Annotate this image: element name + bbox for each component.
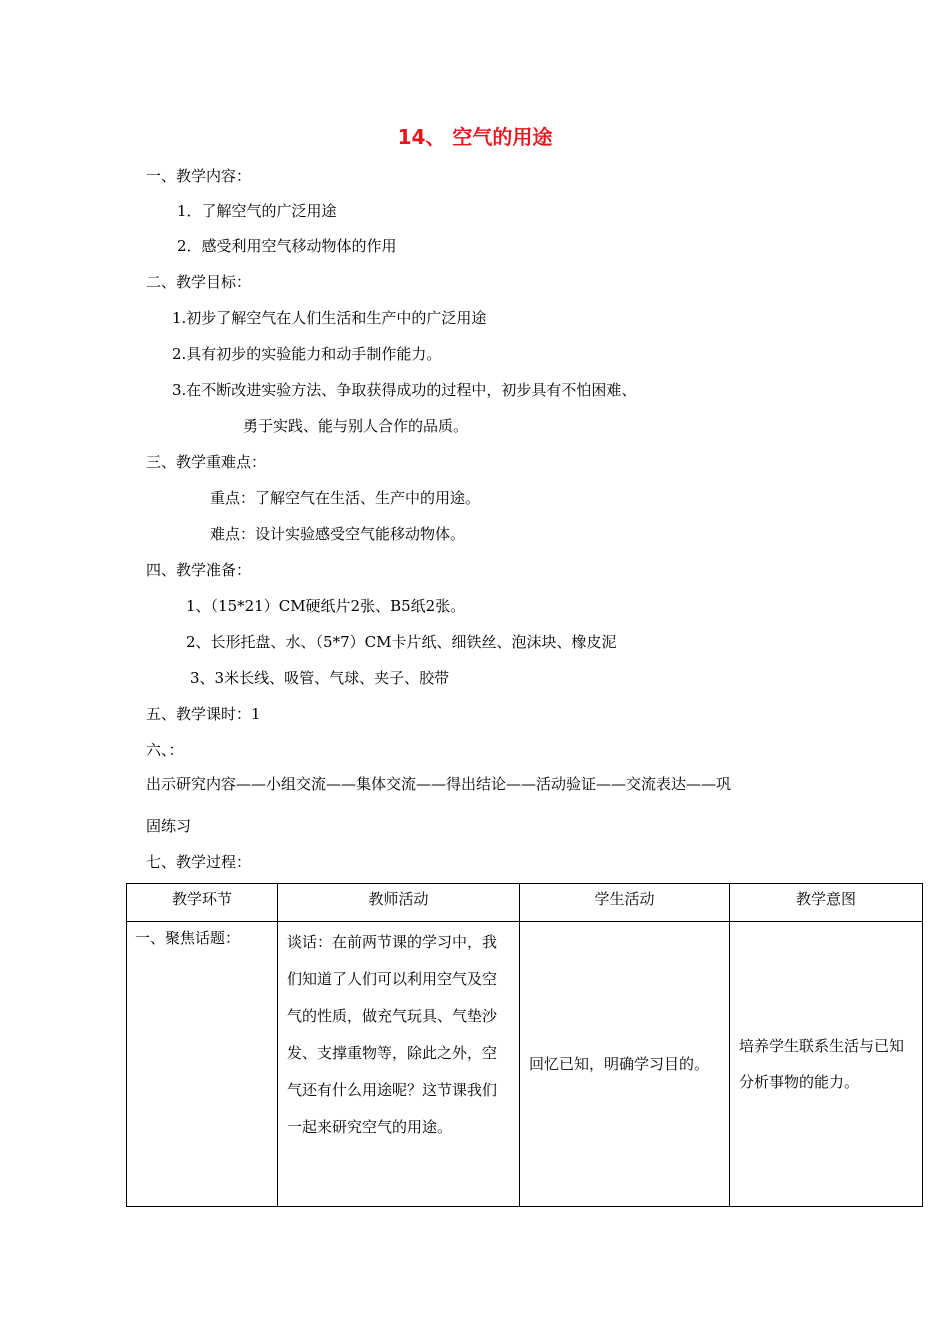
section-heading-periods: 五、教学课时：1 bbox=[146, 705, 261, 723]
preparation-item: 3、3米长线、吸管、气球、夹子、胶带 bbox=[190, 669, 450, 687]
content-item: 2．感受利用空气移动物体的作用 bbox=[177, 237, 397, 255]
section-heading-goals: 二、教学目标： bbox=[146, 273, 252, 291]
key-point-item: 重点：了解空气在生活、生产中的用途。 bbox=[210, 489, 481, 507]
header-cell-stage: 教学环节 bbox=[127, 884, 278, 922]
teaching-flow-line: 固练习 bbox=[146, 817, 192, 835]
content-item: 1．了解空气的广泛用途 bbox=[177, 202, 337, 220]
difficulty-item: 难点：设计实验感受空气能移动物体。 bbox=[210, 525, 466, 543]
header-cell-teacher: 教师活动 bbox=[278, 884, 520, 922]
goal-item: 2.具有初步的实验能力和动手制作能力。 bbox=[172, 345, 442, 363]
preparation-item: 1、（15*21）CM硬纸片2张、B5纸2张。 bbox=[186, 597, 466, 615]
stage-cell: 一、聚焦话题： bbox=[127, 922, 278, 1207]
table-row bbox=[127, 922, 923, 1207]
section-heading-key-points: 三、教学重难点： bbox=[146, 453, 267, 471]
goal-item: 1.初步了解空气在人们生活和生产中的广泛用途 bbox=[172, 309, 487, 327]
section-heading-six: 六、： bbox=[146, 741, 184, 759]
teacher-activity-cell: 谈话：在前两节课的学习中，我们知道了人们可以利用空气及空气的性质，做充气玩具、气垫沙发、支撑重物等，除此之外，空气还有什么用途呢？这节课我们一起来研究空气的用途。 bbox=[278, 922, 520, 1207]
header-cell-intent: 教学意图 bbox=[730, 884, 923, 922]
table-header-row bbox=[127, 884, 923, 922]
preparation-item: 2、长形托盘、水、（5*7）CM卡片纸、细铁丝、泡沫块、橡皮泥 bbox=[186, 633, 617, 651]
teaching-process-table bbox=[126, 883, 923, 1207]
section-heading-process: 七、教学过程： bbox=[146, 853, 252, 871]
section-heading-content: 一、教学内容： bbox=[146, 167, 252, 185]
teaching-flow-line: 出示研究内容——小组交流——集体交流——得出结论——活动验证——交流表达——巩 bbox=[146, 775, 732, 793]
page-title: 14、 空气的用途 bbox=[397, 125, 553, 149]
section-heading-preparation: 四、教学准备： bbox=[146, 561, 252, 579]
student-activity-cell: 回忆已知，明确学习目的。 bbox=[520, 922, 730, 1207]
teaching-intent-cell: 培养学生联系生活与已知分析事物的能力。 bbox=[730, 922, 923, 1207]
header-cell-student: 学生活动 bbox=[520, 884, 730, 922]
goal-item-continued: 勇于实践、能与别人合作的品质。 bbox=[243, 417, 469, 435]
goal-item: 3.在不断改进实验方法、争取获得成功的过程中，初步具有不怕困难、 bbox=[172, 381, 637, 399]
